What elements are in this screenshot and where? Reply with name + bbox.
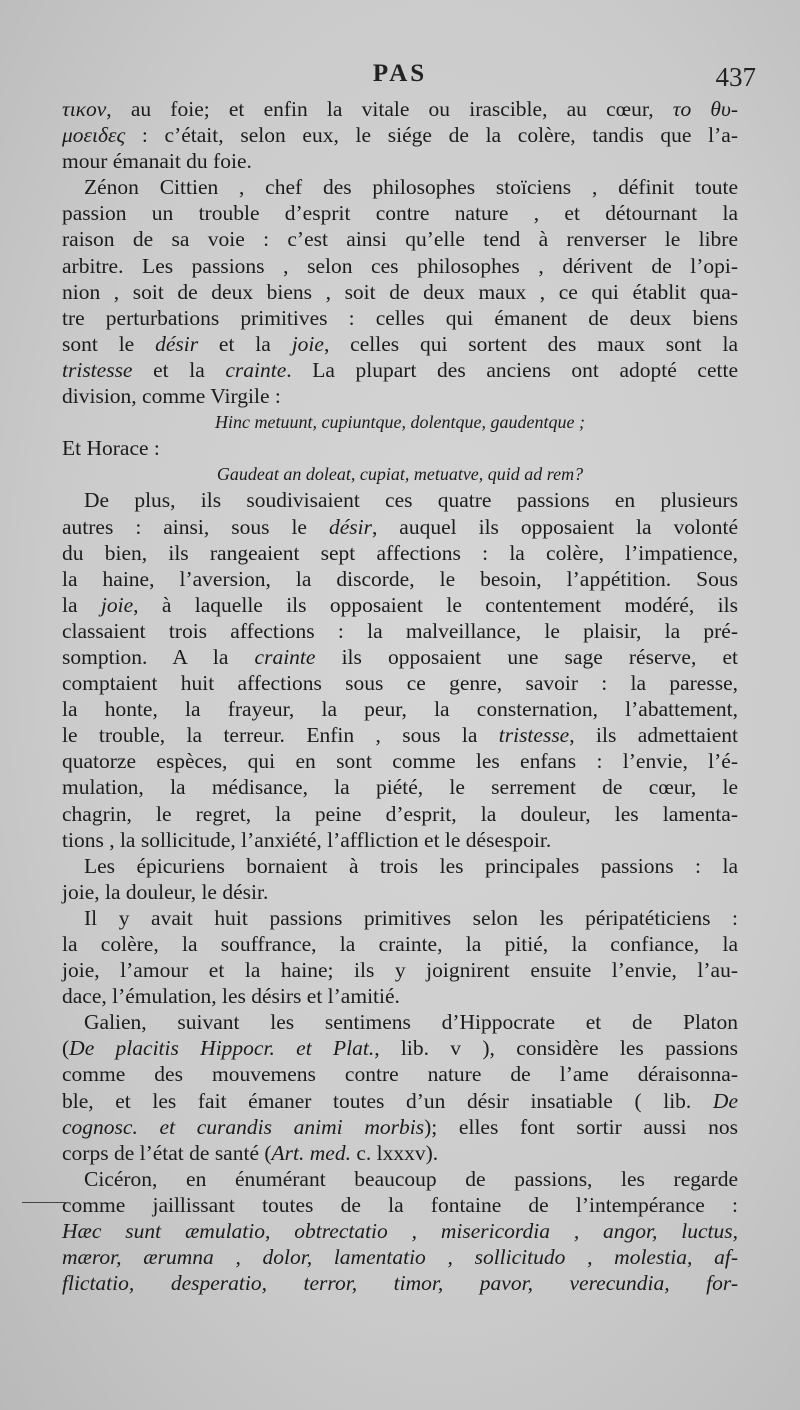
text-line bbox=[62, 1244, 738, 1270]
text-segment: du bien, ils rangeaient sept affections : la colère, l’impatience, bbox=[62, 540, 738, 565]
italic-text: joie bbox=[100, 592, 134, 617]
text-segment: Et Horace : bbox=[62, 436, 160, 461]
text-segment: , à laquelle ils opposaient le contentement modéré, ils bbox=[133, 592, 738, 617]
text-line bbox=[62, 435, 738, 461]
text-segment: . La plupart des anciens ont adopté cette bbox=[286, 357, 738, 382]
text-line bbox=[62, 931, 738, 957]
text-line bbox=[62, 1166, 738, 1192]
italic-text: joie bbox=[291, 331, 324, 356]
text-line bbox=[62, 357, 738, 383]
text-line bbox=[62, 305, 738, 331]
page-number: 437 bbox=[715, 62, 756, 92]
text-segment: corps de l’état de santé ( bbox=[62, 1140, 272, 1165]
text-line bbox=[62, 566, 738, 592]
text-line bbox=[62, 1192, 738, 1218]
italic-text: mæror, ærumna , dolor, lamentatio , sollicitudo , molestia, af- bbox=[62, 1245, 738, 1270]
text-line bbox=[62, 122, 738, 148]
italic-text: flictatio, desperatio, terror, timor, pavor, verecundia, for- bbox=[62, 1271, 738, 1296]
text-line bbox=[62, 409, 738, 435]
text-line bbox=[62, 957, 738, 983]
text-line bbox=[62, 540, 738, 566]
text-segment: la haine, l’aversion, la discorde, le besoin, l’appétition. Sous bbox=[62, 566, 738, 591]
text-line bbox=[62, 722, 738, 748]
text-segment: la honte, la frayeur, la peur, la consternation, l’abattement, bbox=[62, 697, 738, 722]
text-segment: arbitre. Les passions , selon ces philosophes , dérivent de l’opi- bbox=[62, 253, 738, 278]
page-header bbox=[0, 60, 800, 94]
text-segment: quatorze espèces, qui en sont comme les enfans : l’envie, l’é- bbox=[62, 749, 738, 774]
text-segment: la bbox=[62, 592, 101, 617]
text-segment: division, comme Virgile : bbox=[62, 384, 281, 409]
text-segment: c. lxxxv). bbox=[350, 1140, 439, 1165]
italic-text: crainte bbox=[225, 357, 287, 382]
text-line bbox=[62, 853, 738, 879]
text-segment: , ils admettaient bbox=[569, 723, 738, 748]
text-line bbox=[62, 253, 738, 279]
text-line bbox=[62, 670, 738, 696]
text-segment: , celles qui sortent des maux sont la bbox=[323, 331, 739, 356]
text-line bbox=[62, 879, 738, 905]
italic-text: De placitis Hippocr. et Plat. bbox=[69, 1036, 375, 1061]
text-segment: passion un trouble d’esprit contre nature , et détournant la bbox=[62, 201, 738, 226]
text-segment: comme des mouvemens contre nature de l’ame déraisonna- bbox=[62, 1062, 738, 1087]
text-line bbox=[62, 696, 738, 722]
italic-text: τικον bbox=[62, 97, 107, 121]
italic-text: Hæc sunt æmulatio, obtrectatio , misericordia , angor, luctus, bbox=[62, 1219, 738, 1244]
text-line bbox=[62, 148, 738, 174]
text-line bbox=[62, 514, 738, 540]
text-line bbox=[62, 801, 738, 827]
text-segment: Cicéron, en énumérant beaucoup de passions, les regarde bbox=[84, 1166, 738, 1191]
text-line bbox=[62, 1009, 738, 1035]
text-line bbox=[62, 487, 738, 513]
text-segment: nion , soit de deux biens , soit de deux maux , ce qui établit qua- bbox=[62, 279, 738, 304]
text-line bbox=[62, 592, 738, 618]
text-segment: ); elles font sortir aussi nos bbox=[424, 1114, 738, 1139]
text-line bbox=[62, 983, 738, 1009]
text-line bbox=[62, 1140, 738, 1166]
text-segment: ils opposaient une sage réserve, et bbox=[315, 644, 738, 669]
italic-text: désir bbox=[155, 331, 199, 356]
text-segment: et la bbox=[132, 357, 226, 382]
text-segment: Hinc metuunt, cupiuntque, dolentque, gaudentque ; bbox=[215, 412, 585, 433]
italic-text: désir bbox=[328, 514, 372, 539]
text-line bbox=[62, 174, 738, 200]
text-line bbox=[62, 1270, 738, 1296]
text-segment: somption. A la bbox=[62, 644, 255, 669]
text-line bbox=[62, 200, 738, 226]
italic-text: Art. med. bbox=[271, 1140, 351, 1165]
text-line bbox=[62, 1088, 738, 1114]
text-segment: Les épicuriens bornaient à trois les principales passions : la bbox=[84, 853, 738, 878]
text-segment: le trouble, la terreur. Enfin , sous la bbox=[62, 723, 499, 748]
margin-rule bbox=[22, 1202, 66, 1203]
italic-text: tristesse bbox=[498, 723, 570, 748]
text-segment: Galien, suivant les sentimens d’Hippocrate et de Platon bbox=[84, 1010, 738, 1035]
text-segment: joie, la douleur, le désir. bbox=[62, 879, 269, 904]
text-line bbox=[62, 1218, 738, 1244]
text-segment: et la bbox=[198, 331, 292, 356]
text-segment: Zénon Cittien , chef des philosophes stoïciens , définit toute bbox=[84, 175, 738, 200]
text-segment: chagrin, le regret, la peine d’esprit, la douleur, les lamenta- bbox=[62, 801, 738, 826]
text-segment: mour émanait du foie. bbox=[62, 149, 252, 174]
italic-text: μοειδες bbox=[62, 123, 126, 148]
text-segment: mulation, la médisance, la piété, le serrement de cœur, le bbox=[62, 775, 738, 800]
text-line bbox=[62, 461, 738, 487]
text-segment: dace, l’émulation, les désirs et l’amitié. bbox=[62, 984, 400, 1009]
text-segment: , au foie; et enfin la vitale ou irascible, au cœur, bbox=[106, 97, 673, 121]
body-text bbox=[62, 96, 738, 1296]
text-line bbox=[62, 827, 738, 853]
text-line bbox=[62, 905, 738, 931]
text-segment: ble, et les fait émaner toutes d’un désir insatiable ( lib. bbox=[62, 1088, 713, 1113]
text-segment: tions , la sollicitude, l’anxiété, l’affliction et le désespoir. bbox=[62, 827, 552, 852]
text-segment: tre perturbations primitives : celles qui émanent de deux biens bbox=[62, 305, 738, 330]
text-segment: Il y avait huit passions primitives selon les péripatéticiens : bbox=[84, 905, 738, 930]
text-segment: : c’était, selon eux, le siége de la colère, tandis que l’a- bbox=[125, 123, 738, 148]
italic-text: το θυ- bbox=[672, 97, 738, 121]
text-line bbox=[62, 331, 738, 357]
text-segment: comme jaillissant toutes de la fontaine de l’intempérance : bbox=[62, 1192, 738, 1217]
text-segment: raison de sa voie : c’est ainsi qu’elle tend à renverser le libre bbox=[62, 227, 738, 252]
text-segment: , lib. v ), considère les passions bbox=[374, 1036, 738, 1061]
text-segment: Gaudeat an doleat, cupiat, metuatve, quid ad rem? bbox=[216, 464, 584, 485]
text-segment: la colère, la souffrance, la crainte, la pitié, la confiance, la bbox=[62, 932, 738, 956]
text-segment: joie, l’amour et la haine; ils y joignirent ensuite l’envie, l’au- bbox=[62, 958, 738, 983]
text-segment: autres : ainsi, sous le bbox=[62, 514, 329, 539]
text-segment: classaient trois affections : la malveillance, le plaisir, la pré- bbox=[62, 618, 738, 643]
italic-text: crainte bbox=[254, 644, 316, 669]
text-line bbox=[62, 279, 738, 305]
italic-text: cognosc. et curandis animi morbis bbox=[62, 1114, 425, 1139]
text-line bbox=[62, 644, 738, 670]
text-line bbox=[62, 383, 738, 409]
text-segment: comptaient huit affections sous ce genre, savoir : la paresse, bbox=[62, 671, 738, 696]
text-segment: , auquel ils opposaient la volonté bbox=[371, 514, 739, 539]
text-line bbox=[62, 1114, 738, 1140]
text-line bbox=[62, 96, 738, 122]
text-segment: De plus, ils soudivisaient ces quatre passions en plusieurs bbox=[84, 488, 738, 513]
text-line bbox=[62, 748, 738, 774]
text-line bbox=[62, 1035, 738, 1061]
text-line bbox=[62, 1061, 738, 1087]
italic-text: tristesse bbox=[62, 357, 133, 382]
running-head: PAS bbox=[372, 60, 428, 87]
text-segment: sont le bbox=[62, 331, 156, 356]
text-line bbox=[62, 618, 738, 644]
text-segment: ( bbox=[62, 1036, 70, 1061]
italic-text: De bbox=[712, 1088, 738, 1113]
text-line bbox=[62, 226, 738, 252]
text-line bbox=[62, 774, 738, 800]
